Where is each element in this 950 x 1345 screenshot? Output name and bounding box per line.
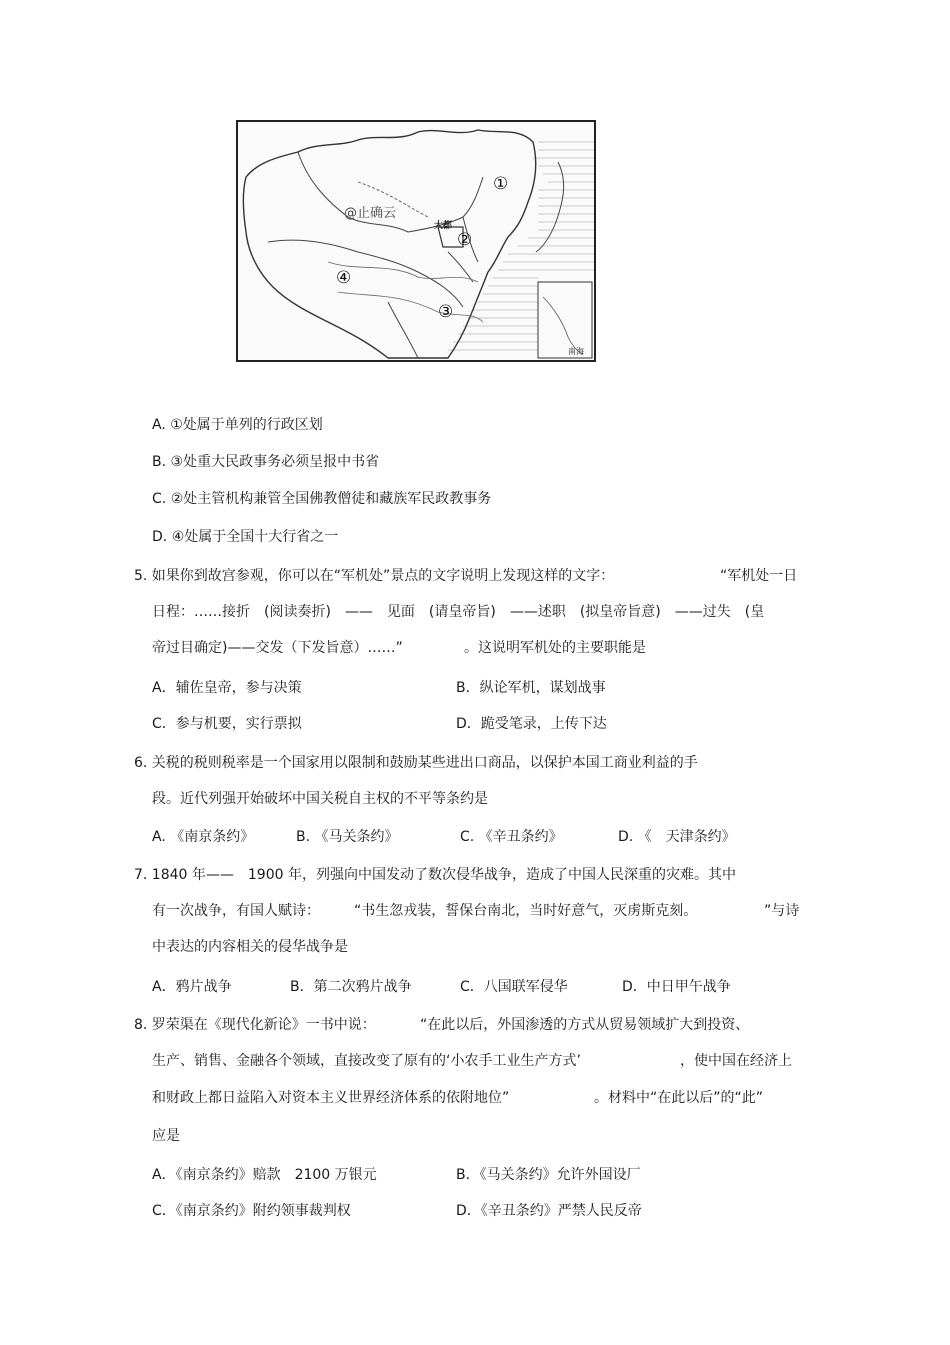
q6-option-c: C. 《辛丑条约》 xyxy=(460,829,563,845)
q5-option-a: A．辅佐皇帝，参与决策 xyxy=(152,680,302,696)
q8-option-d: D．《辛丑条约》严禁人民反帝 xyxy=(456,1203,642,1219)
q6-option-b: B. 《马关条约》 xyxy=(296,829,399,845)
q8-line-3a: 和财政上都日益陷入对资本主义世界经济体系的依附地位” xyxy=(152,1090,510,1106)
historical-map xyxy=(236,120,596,362)
q5-option-d: D．跪受笔录，上传下达 xyxy=(456,716,607,732)
q6-line-2: 段。近代列强开始破坏中国关税自主权的不平等条约是 xyxy=(152,791,488,807)
q7-line-1: 7. 1840 年—— 1900 年，列强向中国发动了数次侵华战争，造成了中国人民深重的灾难。其中 xyxy=(134,867,736,883)
q8-line-1b: “在此以后，外国渗透的方式从贸易领域扩大到投资、 xyxy=(420,1017,750,1033)
q7-line-2c: ”与诗 xyxy=(764,903,800,919)
q8-option-a: A．《南京条约》赔款 2100 万银元 xyxy=(152,1167,377,1183)
q7-option-c: C．八国联军侵华 xyxy=(460,979,568,995)
q7-line-2a: 有一次战争，有国人赋诗： xyxy=(152,903,320,919)
q8-line-2a: 生产、销售、金融各个领域，直接改变了原有的‘小农手工业生产方式’ xyxy=(152,1053,581,1069)
q5-line-2: 日程：……接折 (阅读奏折) —— 见面 (请皇帝旨) ——述职 (拟皇帝旨意) ——过失 (皇 xyxy=(152,604,765,620)
q8-line-4: 应是 xyxy=(152,1128,180,1144)
q8-option-b: B．《马关条约》允许外国设厂 xyxy=(456,1167,641,1183)
q4-option-c: C. ②处主管机构兼管全国佛教僧徒和藏族军民政教事务 xyxy=(152,491,492,507)
q6-option-d: D. 《 天津条约》 xyxy=(618,829,736,845)
q4-option-b: B. ③处重大民政事务必须呈报中书省 xyxy=(152,454,380,470)
q5-line-1a: 5. 如果你到故宫参观，你可以在“军机处”景点的文字说明上发现这样的文字： xyxy=(134,568,615,584)
q5-line-3b: 。这说明军机处的主要职能是 xyxy=(464,640,646,656)
region-label-2: ② xyxy=(457,230,473,250)
q8-line-1a: 8. 罗荣渠在《现代化新论》一书中说： xyxy=(134,1017,376,1033)
map-watermark: @止确云 xyxy=(344,206,397,221)
q4-option-a: A. ①处属于单列的行政区划 xyxy=(152,417,323,433)
inset-label: 南海 xyxy=(568,347,584,356)
q7-option-a: A．鸦片战争 xyxy=(152,979,232,995)
region-label-3: ③ xyxy=(438,302,454,322)
q8-line-2b: ，使中国在经济上 xyxy=(680,1053,792,1069)
q7-option-b: B．第二次鸦片战争 xyxy=(290,979,412,995)
q7-line-3: 中表达的内容相关的侵华战争是 xyxy=(152,939,348,955)
q5-option-c: C．参与机要，实行票拟 xyxy=(152,716,302,732)
q4-option-d: D. ④处属于全国十大行省之一 xyxy=(152,529,339,545)
q7-line-2b: “书生忽戎装，誓保台南北，当时好意气，灭虏斯克刻。 xyxy=(354,903,698,919)
q8-option-c: C．《南京条约》附约领事裁判权 xyxy=(152,1203,351,1219)
q6-line-1: 6. 关税的税则税率是一个国家用以限制和鼓励某些进出口商品，以保护本国工商业利益的手 xyxy=(134,755,698,771)
region-label-1: ① xyxy=(493,174,509,194)
q5-line-1b: “军机处一日 xyxy=(720,568,798,584)
q6-option-a: A. 《南京条约》 xyxy=(152,829,255,845)
capital-label: 大都 xyxy=(434,221,453,231)
region-label-4: ④ xyxy=(336,268,352,288)
q5-option-b: B．纵论军机，谋划战事 xyxy=(456,680,606,696)
q7-option-d: D．中日甲午战争 xyxy=(622,979,731,995)
q5-line-3a: 帝过目确定)——交发（下发旨意）……” xyxy=(152,640,403,656)
map-drawing xyxy=(238,122,594,360)
q8-line-3b: 。材料中“在此以后”的“此” xyxy=(594,1090,764,1106)
